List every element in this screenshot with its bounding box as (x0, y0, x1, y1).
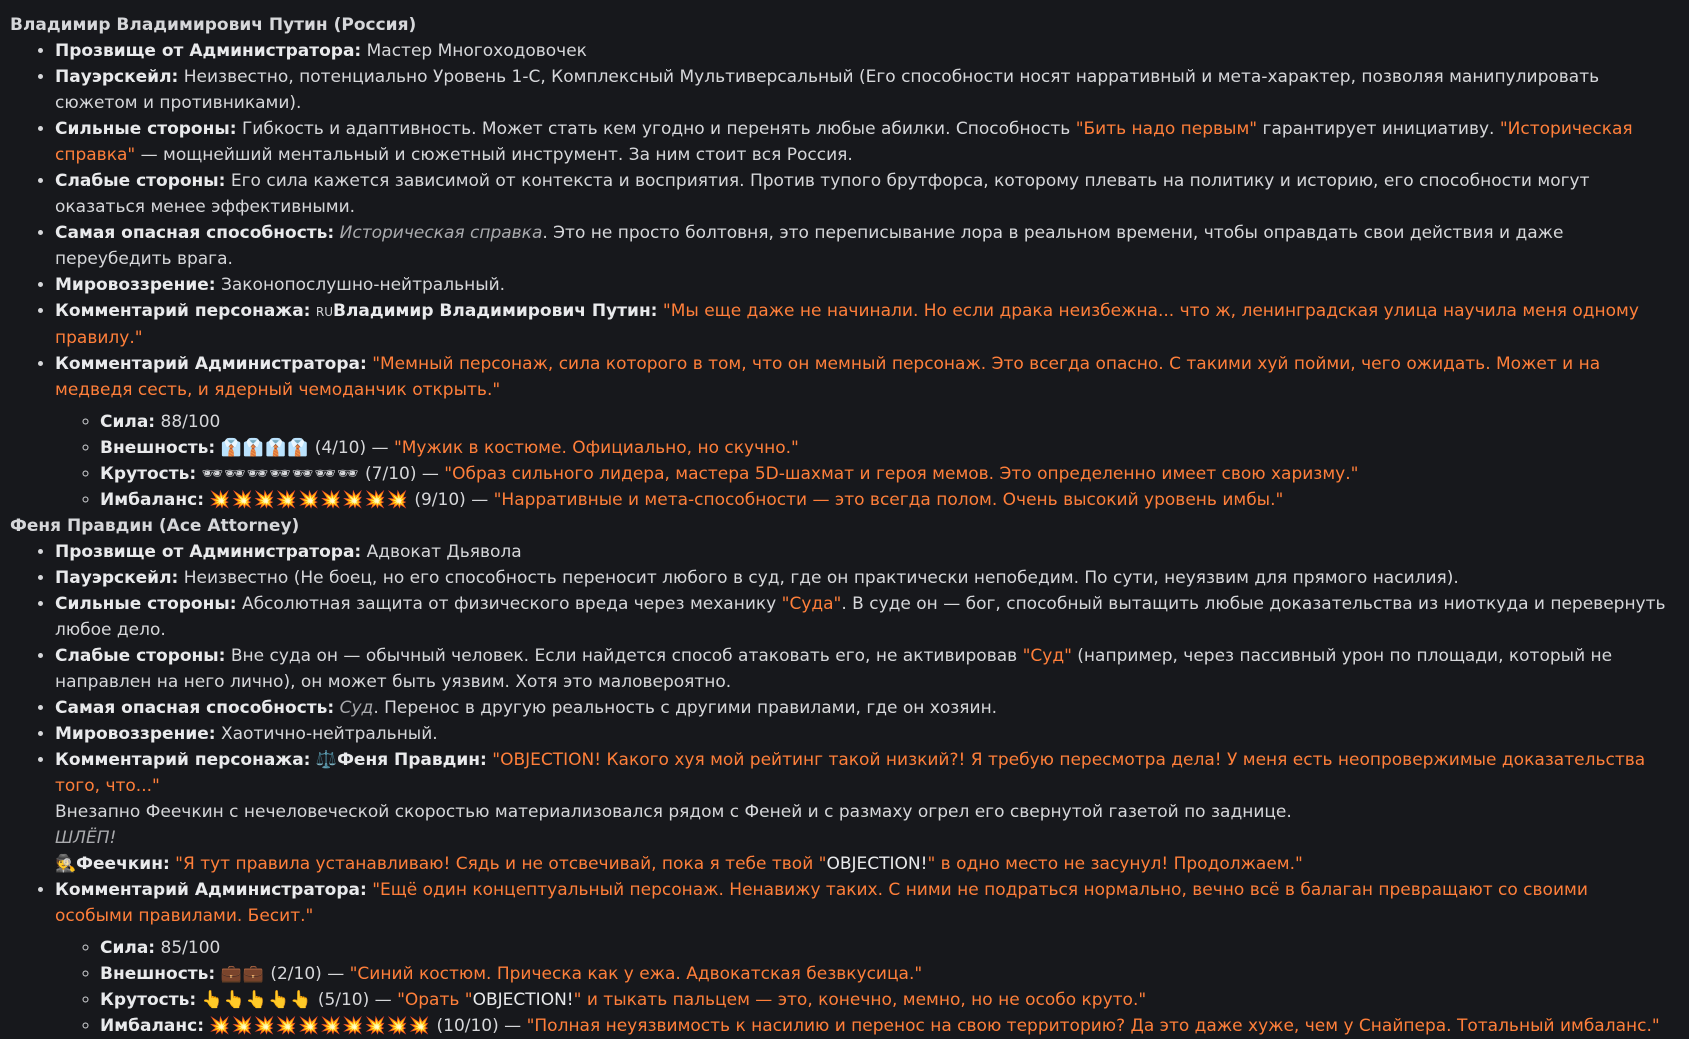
stat-looks-quote: "Мужик в костюме. Официально, но скучно." (393, 438, 799, 458)
character-info-list (10, 539, 1671, 1039)
stat-looks (100, 961, 1671, 987)
alignment-value: Хаотично-нейтральный. (220, 724, 438, 744)
list-item-weaknesses (55, 643, 1671, 695)
sound-effect-text: ШЛЁП! (55, 828, 117, 848)
pointing-finger-icons: 👆👆👆👆👆 (201, 990, 313, 1010)
feechkin-quote-a: "Я тут правила устанавливаю! Сядь и не отсвечивай, пока я тебе твой " (175, 854, 827, 874)
stats-list (55, 935, 1671, 1039)
alignment-label: Мировоззрение: (55, 275, 216, 295)
list-item-alignment (55, 721, 1671, 747)
strengths-text-c: — мощнейший ментальный и сюжетный инструмент. За ним стоит вся Россия. (135, 145, 853, 165)
admin-comment-quote: "Мемный персонаж, сила которого в том, что он мемный персонаж. Это всегда опасно. С такими хуй пойми, чего ожидать. Может и на медведя сесть, и ядерный чемоданчик открыть." (55, 354, 1601, 400)
dangerous-ability-label: Самая опасная способность: (55, 223, 335, 243)
stat-coolness (100, 461, 1671, 487)
stat-coolness-objection: OBJECTION! (472, 990, 574, 1010)
list-item-nickname (55, 38, 1671, 64)
nickname-label: Прозвище от Администратора: (55, 542, 362, 562)
sunglasses-icons: 🕶🕶🕶🕶🕶🕶🕶 (201, 464, 360, 484)
narration-text: Внезапно Феечкин с нечеловеческой скоростью материализовался рядом с Феней и с размаху огрел его свернутой газетой по заднице. (55, 802, 1292, 822)
stat-looks-quote: "Синий костюм. Прическа как у ежа. Адвокатская безвкусица." (349, 964, 923, 984)
stat-coolness-label: Крутость: (100, 464, 197, 484)
weaknesses-quote: "Суд" (1022, 646, 1072, 666)
weaknesses-text-b: (например, через пассивный урон по площади, который не направлен на него лично), он может быть уязвим. Хотя это маловероятно. (55, 646, 1613, 692)
stat-power (100, 935, 1671, 961)
explosion-icons: 💥💥💥💥💥💥💥💥💥💥 (209, 1016, 432, 1036)
stat-coolness-label: Крутость: (100, 990, 197, 1010)
stat-looks-label: Внешность: (100, 964, 216, 984)
stat-imbalance-label: Имбаланс: (100, 1016, 205, 1036)
list-item-weaknesses (55, 168, 1671, 220)
strengths-quote-1: "Бить надо первым" (1075, 119, 1258, 139)
stat-looks-score: (2/10) — (270, 964, 350, 984)
character-comment-speaker: Феня Правдин: (337, 750, 487, 770)
suit-icons: 👔👔👔👔 (220, 438, 310, 458)
list-item-character-comment (55, 747, 1671, 877)
stat-coolness-quote: "Образ сильного лидера, мастера 5D-шахмат и героя мемов. Это определенно имеет свою харизму." (444, 464, 1359, 484)
stat-imbalance (100, 487, 1671, 513)
dangerous-ability-label: Самая опасная способность: (55, 698, 335, 718)
stat-power-label: Сила: (100, 412, 156, 432)
alignment-label: Мировоззрение: (55, 724, 216, 744)
feechkin-objection: OBJECTION! (826, 854, 928, 874)
strengths-quote-1: "Суда" (781, 594, 842, 614)
dangerous-ability-name: Суд (339, 698, 374, 718)
stat-imbalance (100, 1013, 1671, 1039)
weaknesses-label: Слабые стороны: (55, 171, 226, 191)
strengths-text-a: Абсолютная защита от физического вреда через механику (241, 594, 782, 614)
list-item-powerscale (55, 64, 1671, 116)
stat-imbalance-score: (10/10) — (436, 1016, 527, 1036)
character-title: Феня Правдин (Ace Attorney) (10, 516, 300, 536)
weaknesses-text-a: Вне суда он — обычный человек. Если найдется способ атаковать его, не активировав (230, 646, 1023, 666)
stats-list (55, 409, 1671, 513)
character-comment-label: Комментарий персонажа: (55, 750, 311, 770)
alignment-value: Законопослушно-нейтральный. (220, 275, 506, 295)
list-item-admin-comment (55, 351, 1671, 513)
weaknesses-label: Слабые стороны: (55, 646, 226, 666)
strengths-label: Сильные стороны: (55, 119, 237, 139)
list-item-admin-comment (55, 877, 1671, 1039)
list-item-dangerous-ability (55, 220, 1671, 272)
strengths-text-b: гарантирует инициативу. (1257, 119, 1500, 139)
admin-comment-label: Комментарий Администратора: (55, 354, 367, 374)
stat-looks-label: Внешность: (100, 438, 216, 458)
strengths-text-b: . В суде он — бог, способный вытащить любые доказательства из ниоткуда и перевернуть любое дело. (55, 594, 1666, 640)
list-item-strengths (55, 116, 1671, 168)
admin-comment-label: Комментарий Администратора: (55, 880, 367, 900)
character-info-list (10, 38, 1671, 513)
stat-imbalance-quote: "Полная неуязвимость к насилию и перенос на свою территорию? Да это даже хуже, чем у Снайпера. Тотальный имбаланс." (526, 1016, 1660, 1036)
cut-off-previous-line (10, 0, 1671, 12)
stat-coolness-score: (5/10) — (317, 990, 398, 1010)
character-comment-label: Комментарий персонажа: (55, 301, 311, 321)
briefcase-icons: 💼💼 (220, 964, 265, 984)
strengths-label: Сильные стороны: (55, 594, 237, 614)
stat-looks (100, 435, 1671, 461)
list-item-dangerous-ability (55, 695, 1671, 721)
feechkin-quote-b: " в одно место не засунул! Продолжаем." (927, 854, 1303, 874)
explosion-icons: 💥💥💥💥💥💥💥💥💥 (209, 490, 409, 510)
stat-power-value: 85/100 (160, 938, 221, 958)
stat-power-value: 88/100 (160, 412, 221, 432)
dangerous-ability-text: . Перенос в другую реальность с другими правилами, где он хозяин. (373, 698, 998, 718)
nickname-label: Прозвище от Администратора: (55, 41, 362, 61)
list-item-character-comment (55, 298, 1671, 351)
strengths-quote-2: "Историческая справка" (55, 119, 1633, 165)
powerscale-label: Пауэрскейл: (55, 67, 179, 87)
list-item-nickname (55, 539, 1671, 565)
dangerous-ability-name: Историческая справка (339, 223, 543, 243)
stat-imbalance-quote: "Нарративные и мета-способности — это всегда полом. Очень высокий уровень имбы." (493, 490, 1284, 510)
russia-flag-icon: RU (315, 305, 334, 319)
stat-coolness (100, 987, 1671, 1013)
dangerous-ability-text: . Это не просто болтовня, это переписывание лора в реальном времени, чтобы оправдать свои действия и даже переубедить врага. (55, 223, 1564, 269)
nickname-value: Мастер Многоходовочек (366, 41, 587, 61)
stat-power (100, 409, 1671, 435)
scales-icon: ⚖️ (315, 750, 338, 770)
list-item-strengths (55, 591, 1671, 643)
powerscale-value: Неизвестно (Не боец, но его способность переносит любого в суд, где он практически непобедим. По сути, неуязвим для прямого насилия). (183, 568, 1459, 588)
character-comment-speaker: Владимир Владимирович Путин: (333, 301, 658, 321)
feechkin-reply (55, 851, 1671, 877)
strengths-text-a: Гибкость и адаптивность. Может стать кем угодно и перенять любые абилки. Способность (241, 119, 1076, 139)
stat-imbalance-score: (9/10) — (414, 490, 494, 510)
list-item-powerscale (55, 565, 1671, 591)
stat-imbalance-label: Имбаланс: (100, 490, 205, 510)
stat-power-label: Сила: (100, 938, 156, 958)
admin-comment-quote: "Ещё один концептуальный персонаж. Ненавижу таких. С ними не подраться нормально, вечно всё в балаган превращают со своими особыми правилами. Бесит." (55, 880, 1588, 926)
character-comment-quote: "OBJECTION! Какого хуя мой рейтинг такой низкий?! Я требую пересмотра дела! У меня есть неопровержимые доказательства того, что..." (55, 750, 1646, 796)
stat-coolness-quote-b: " и тыкать пальцем — это, конечно, мемно, но не особо круто." (573, 990, 1147, 1010)
nickname-value: Адвокат Дьявола (366, 542, 522, 562)
feechkin-speaker: Феечкин: (76, 854, 170, 874)
character-title: Владимир Владимирович Путин (Россия) (10, 15, 417, 35)
character-comment-quote: "Мы еще даже не начинали. Но если драка неизбежна... что ж, ленинградская улица научила меня одному правилу." (55, 301, 1639, 348)
stat-coolness-score: (7/10) — (365, 464, 445, 484)
weaknesses-value: Его сила кажется зависимой от контекста и восприятия. Против тупого брутфорса, которому плевать на политику и историю, его способности могут оказаться менее эффективными. (55, 171, 1590, 217)
stat-coolness-quote-a: "Орать " (397, 990, 473, 1010)
powerscale-value: Неизвестно, потенциально Уровень 1-С, Комплексный Мультиверсальный (Его способности носят нарративный и мета-характер, позволяя манипулировать сюжетом и противниками). (55, 67, 1600, 113)
powerscale-label: Пауэрскейл: (55, 568, 179, 588)
detective-icon: 🕵 (55, 854, 77, 874)
stat-looks-score: (4/10) — (314, 438, 394, 458)
list-item-alignment (55, 272, 1671, 298)
